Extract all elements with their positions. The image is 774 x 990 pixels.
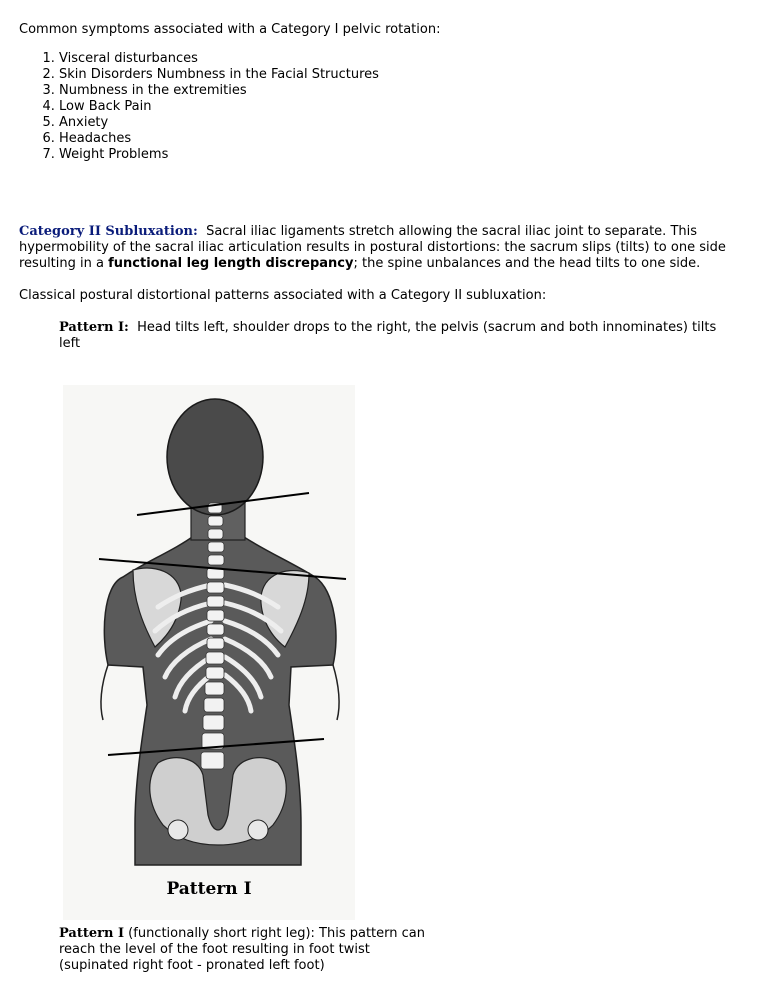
category-2-text-1: Sacral iliac ligaments stretch allowing the sacral iliac joint to separate. This hypermobility of the sacral iliac articulation results in postural distortions: the sacrum slips (tilts) to one side resulting in a (19, 224, 726, 271)
figure-caption (59, 926, 439, 974)
figure-label: Pattern I (166, 879, 252, 899)
pattern-1-description (59, 320, 719, 352)
caption-text: (functionally short right leg): This pattern can reach the level of the foot resulting in foot twist (supinated right foot - pronated left foot) (59, 926, 425, 973)
category-2-text-2: ; the spine unbalances and the head tilts to one side. (353, 256, 701, 271)
category-2-paragraph (19, 224, 754, 272)
leg-length-discrepancy-bold: functional leg length discrepancy (108, 256, 354, 271)
list-item: 5. Anxiety (59, 115, 379, 131)
pattern-1-label: Pattern I: (59, 320, 129, 335)
caption-label: Pattern I (59, 926, 125, 941)
spine-illustration (63, 385, 355, 920)
list-item: 4. Low Back Pain (59, 99, 379, 115)
pattern-1-text: Head tilts left, shoulder drops to the right, the pelvis (sacrum and both innominates) tilts left (59, 320, 717, 351)
list-item: 7. Weight Problems (59, 147, 379, 163)
right-hip-joint (248, 820, 268, 840)
left-hip-joint (168, 820, 188, 840)
symptom-list (18, 51, 379, 163)
back-anatomy-drawing (63, 385, 355, 920)
left-arm (101, 665, 108, 720)
intro-text: Common symptoms associated with a Category I pelvic rotation: (19, 22, 441, 37)
right-arm (333, 665, 339, 720)
head (167, 399, 263, 515)
category-2-heading: Category II Subluxation: (19, 224, 198, 239)
list-item: 1. Visceral disturbances (59, 51, 379, 67)
classical-patterns-text: Classical postural distortional patterns associated with a Category II subluxation: (19, 288, 547, 303)
list-item: 2. Skin Disorders Numbness in the Facial Structures (59, 67, 379, 83)
list-item: 3. Numbness in the extremities (59, 83, 379, 99)
list-item: 6. Headaches (59, 131, 379, 147)
